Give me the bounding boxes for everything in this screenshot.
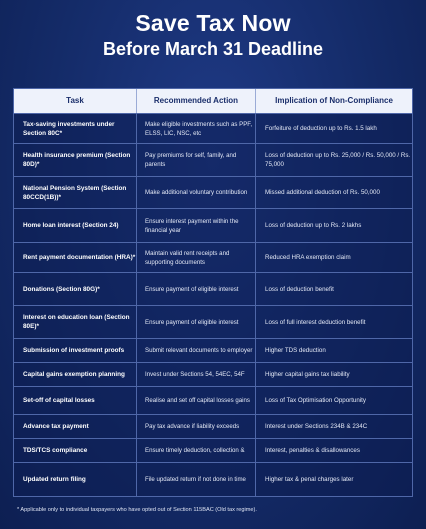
table-row (14, 113, 412, 143)
task-cell: Set-off of capital losses (23, 397, 95, 404)
task-cell: TDS/TCS compliance (23, 447, 88, 454)
table-row (14, 386, 412, 414)
implication-cell: Forfeiture of deduction up to Rs. 1.5 lakh (265, 125, 377, 132)
table-row (14, 362, 412, 386)
table-row (14, 438, 412, 462)
page-title: Save Tax Now (135, 10, 291, 36)
implication-cell: Loss of Tax Optimisation Opportunity (265, 397, 366, 404)
column-header-implication: Implication of Non-Compliance (275, 96, 393, 105)
page-subtitle: Before March 31 Deadline (102, 39, 324, 59)
action-cell: Maintain valid rent receipts and supporting documents (145, 249, 230, 266)
implication-cell: Interest under Sections 234B & 234C (265, 423, 368, 430)
action-cell: Ensure interest payment within the financial year (145, 217, 239, 234)
action-cell: Realise and set off capital losses gains (145, 397, 250, 404)
task-cell: National Pension System (Section 80CCD(1B))* (23, 184, 127, 201)
action-cell: Ensure payment of eligible interest (145, 318, 239, 326)
action-cell: Submit relevant documents to employer (145, 347, 253, 354)
footnote: * Applicable only to individual taxpayers who have opted out of Section 115BAC (Old tax regime). (17, 507, 257, 513)
task-cell: Rent payment documentation (HRA)* (23, 254, 136, 261)
implication-cell: Reduced HRA exemption claim (265, 254, 351, 261)
task-cell: Home loan interest (Section 24) (23, 222, 119, 229)
action-cell: Pay tax advance if liability exceeds (145, 423, 240, 430)
tax-table (13, 88, 413, 497)
table-header (14, 89, 412, 113)
task-cell: Donations (Section 80G)* (23, 285, 100, 293)
implication-cell: Loss of full interest deduction benefit (265, 318, 366, 326)
column-header-action: Recommended Action (153, 96, 239, 105)
implication-cell: Loss of deduction up to Rs. 25,000 / Rs. 50,000 / Rs. 75,000 (265, 152, 411, 168)
header-divider (136, 89, 137, 113)
action-cell: Pay premiums for self, family, and parents (145, 152, 237, 168)
implication-cell: Interest, penalties & disallowances (265, 447, 360, 454)
implication-cell: Higher TDS deduction (265, 347, 326, 354)
action-cell: Ensure payment of eligible interest (145, 285, 239, 293)
action-cell: Invest under Sections 54, 54EC, 54F (145, 371, 245, 378)
task-cell: Tax-saving investments under Section 80C* (23, 120, 115, 137)
task-cell: Health insurance premium (Section 80D)* (23, 152, 131, 168)
implication-cell: Higher tax & penal charges later (265, 476, 354, 483)
table-row (14, 305, 412, 338)
task-cell: Interest on education loan (Section 80E)* (23, 314, 130, 330)
implication-cell: Loss of deduction up to Rs. 2 lakhs (265, 222, 362, 229)
table-row (14, 242, 412, 272)
action-cell: File updated return if not done in time (145, 476, 246, 483)
implication-cell: Loss of deduction benefit (265, 285, 334, 293)
table-row (14, 143, 412, 176)
implication-cell: Higher capital gains tax liability (265, 371, 350, 378)
column-header-task: Task (66, 96, 84, 105)
column-divider (255, 113, 256, 496)
table-row (14, 176, 412, 208)
task-cell: Updated return filing (23, 476, 86, 483)
table-row (14, 208, 412, 242)
task-cell: Submission of investment proofs (23, 347, 125, 354)
action-cell: Ensure timely deduction, collection & (145, 447, 245, 454)
task-cell: Advance tax payment (23, 423, 89, 430)
action-cell: Make eligible investments such as PPF, ELSS, LIC, NSC, etc (145, 120, 253, 137)
table-row (14, 272, 412, 305)
table-row (14, 414, 412, 438)
table-row (14, 338, 412, 362)
implication-cell: Missed additional deduction of Rs. 50,000 (265, 189, 380, 196)
table-row (14, 462, 412, 496)
column-divider (136, 113, 137, 496)
action-cell: Make additional voluntary contribution (145, 189, 248, 196)
header-divider (255, 89, 256, 113)
task-cell: Capital gains exemption planning (23, 371, 125, 378)
